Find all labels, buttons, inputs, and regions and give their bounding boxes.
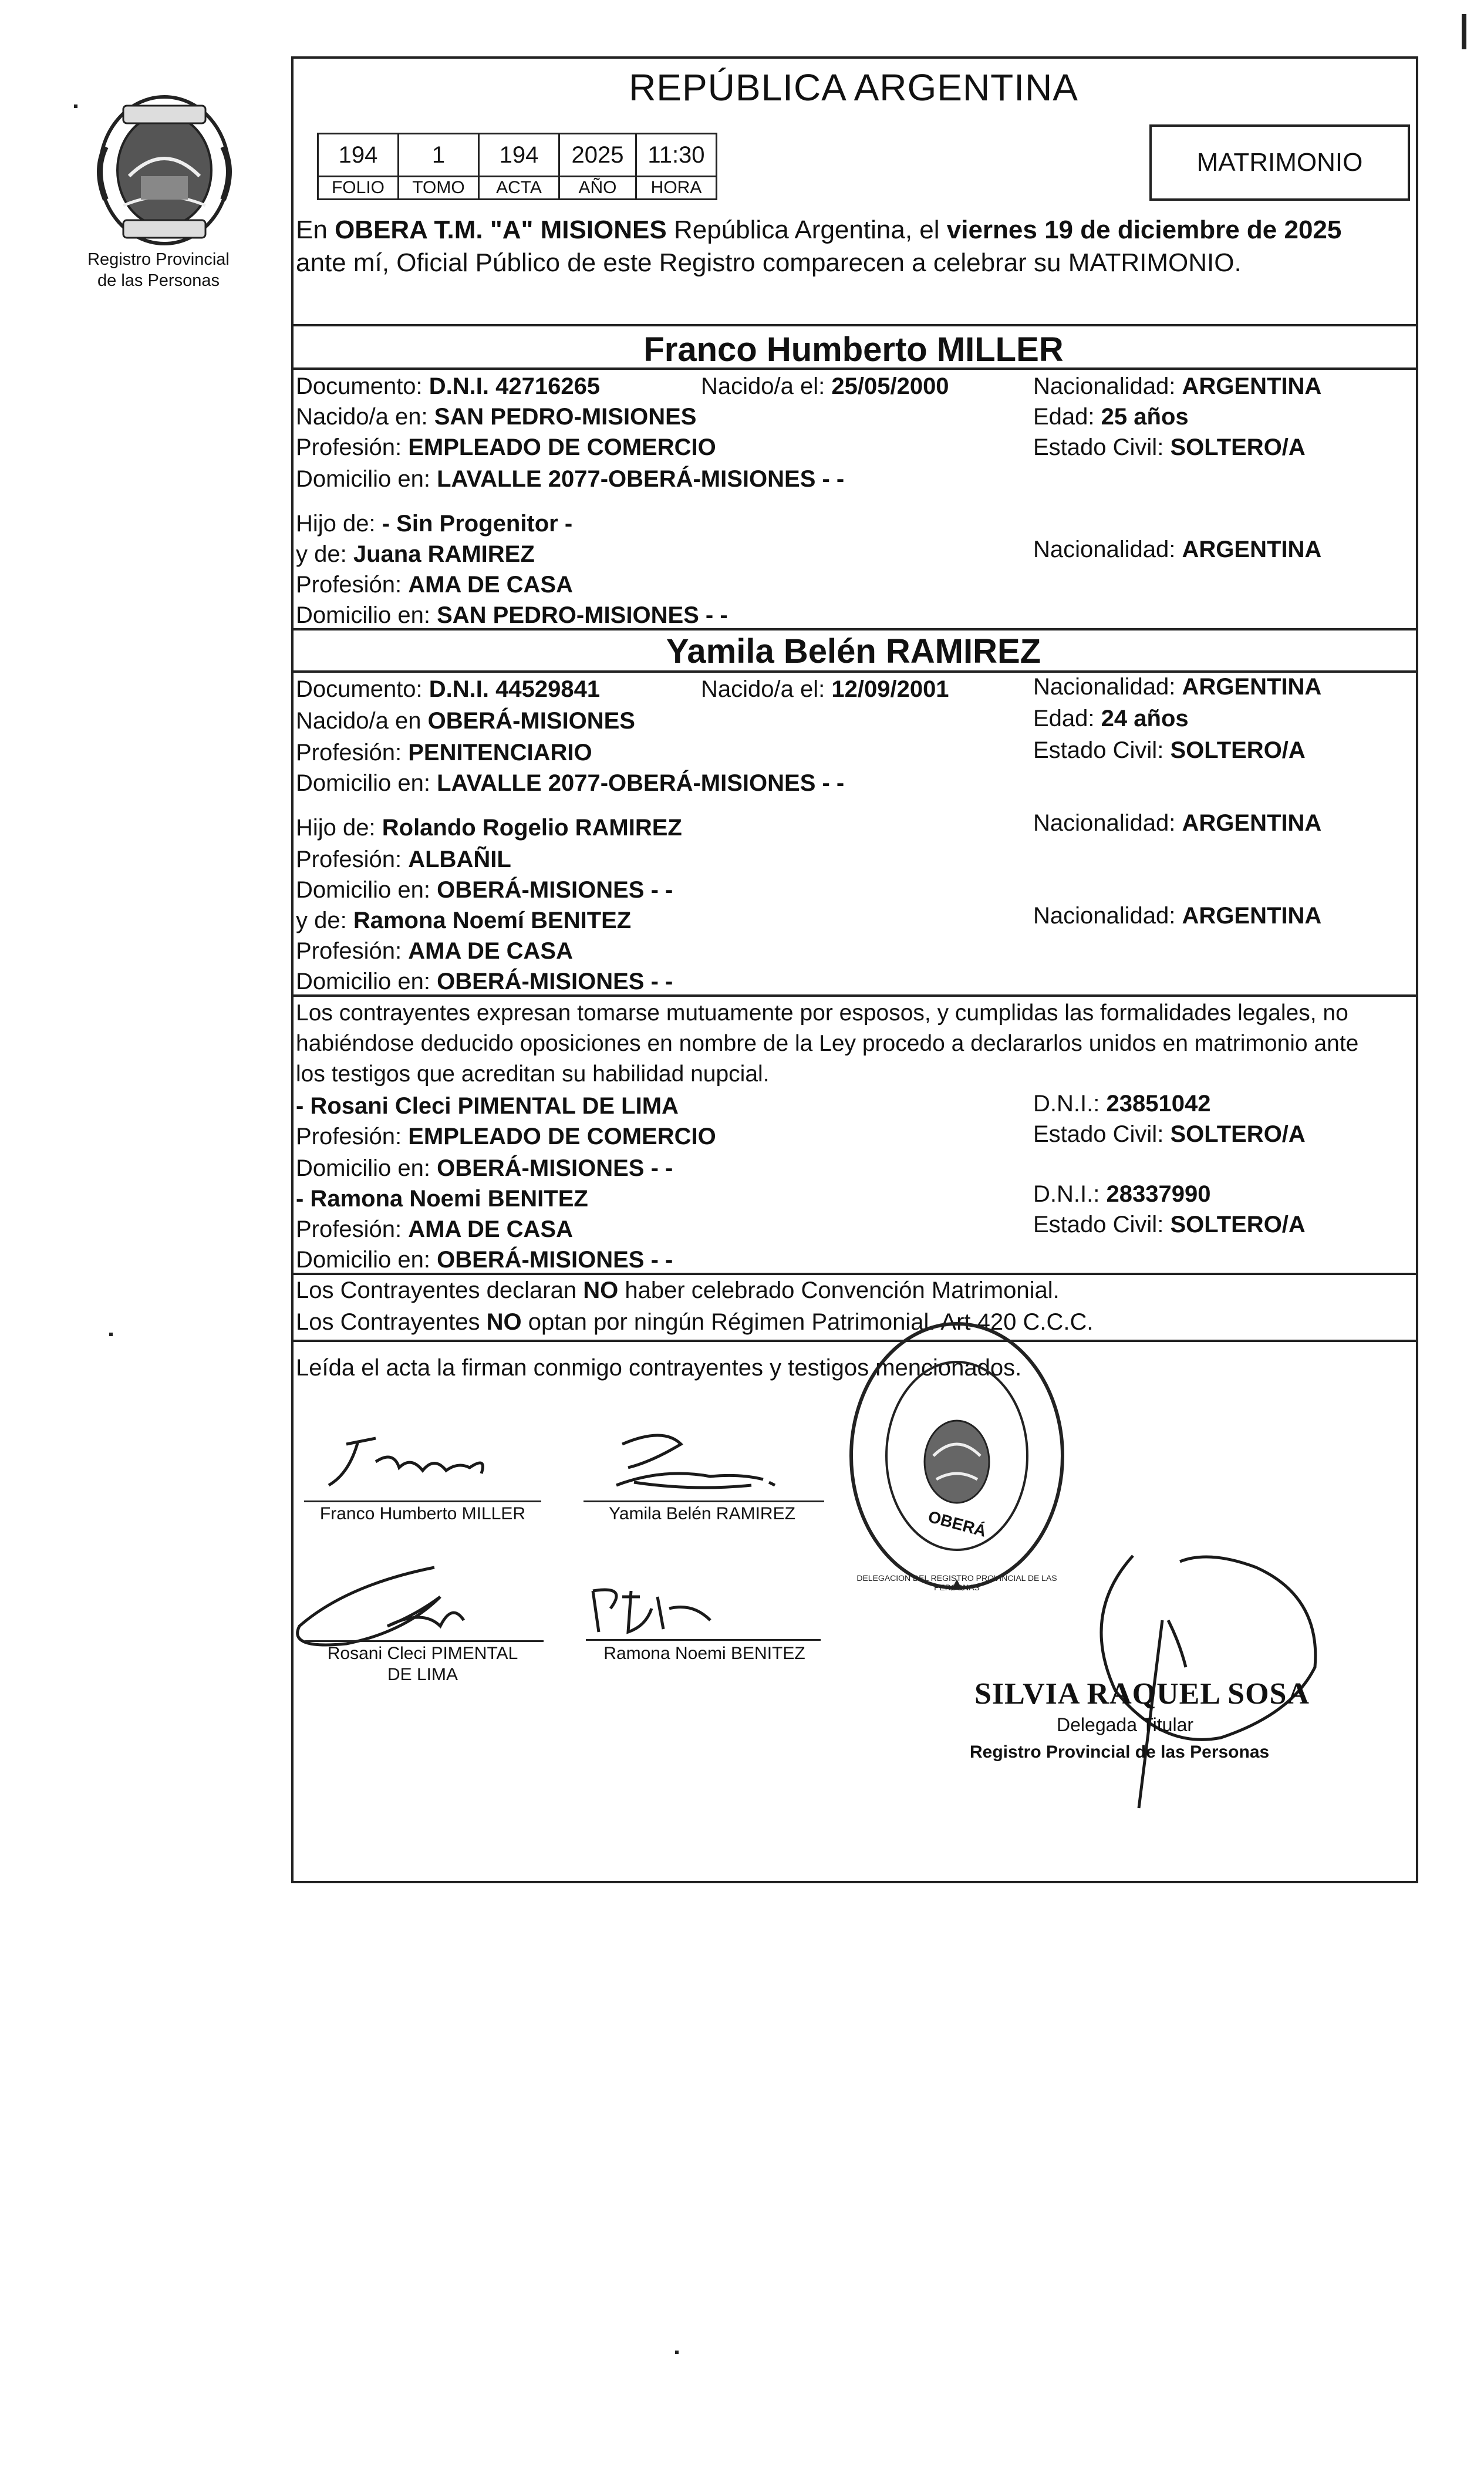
spouse2-doc: Documento: D.N.I. 44529841 [296, 676, 601, 702]
signature-line [586, 1639, 821, 1641]
witness1-civil: Estado Civil: SOLTERO/A [1033, 1121, 1306, 1147]
scan-mark [74, 104, 77, 108]
tomo-value: 1 [399, 134, 479, 177]
witness2-domicile: Domicilio en: OBERÁ-MISIONES - - [296, 1247, 673, 1273]
tomo-label: TOMO [399, 177, 479, 200]
delegation-stamp-icon [839, 1315, 1074, 1597]
intro-en: En [296, 215, 328, 244]
spouse1-domicile: Domicilio en: LAVALLE 2077-OBERÁ-MISIONES - - [296, 466, 845, 492]
signature-label-pimental-2: DE LIMA [387, 1665, 458, 1684]
spouse2-parent1-nationality: Nacionalidad: ARGENTINA [1033, 810, 1322, 836]
official-name: SILVIA RAQUEL SOSA [974, 1677, 1310, 1711]
spouse1-profession: Profesión: EMPLEADO DE COMERCIO [296, 434, 716, 460]
spouse2-name: Yamila Belén RAMIREZ [666, 632, 1041, 670]
intro-line-2: ante mí, Oficial Público de este Registro comparecen a celebrar su MATRIMONIO. [296, 248, 1242, 277]
witness1-profession: Profesión: EMPLEADO DE COMERCIO [296, 1124, 716, 1149]
spouse2-born-in: Nacido/a en OBERÁ-MISIONES [296, 708, 635, 734]
signature-benitez [575, 1573, 822, 1650]
signature-official [1045, 1526, 1350, 1820]
signature-label-ramirez: Yamila Belén RAMIREZ [609, 1504, 795, 1523]
stamp-city: OBERÁ [926, 1507, 989, 1540]
spouse2-age: Edad: 24 años [1033, 706, 1189, 731]
divider [291, 324, 1416, 326]
scan-mark [109, 1333, 113, 1336]
spouse1-age: Edad: 25 años [1033, 404, 1189, 430]
signature-label-pimental-1: Rosani Cleci PIMENTAL [327, 1644, 518, 1663]
spouse2-nationality: Nacionalidad: ARGENTINA [1033, 674, 1322, 700]
closing-text: Leída el acta la firman conmigo contrayentes y testigos mencionados. [296, 1355, 1022, 1381]
signature-line [305, 1640, 544, 1642]
acta-value: 194 [479, 134, 559, 177]
spouse2-civil: Estado Civil: SOLTERO/A [1033, 737, 1306, 763]
signature-miller [294, 1421, 564, 1509]
convention-line-2: Los Contrayentes NO optan por ningún Régimen Patrimonial. Art 420 C.C.C. [296, 1309, 1094, 1335]
spouse2-parent2-profession: Profesión: AMA DE CASA [296, 938, 573, 964]
spouse2-profession: Profesión: PENITENCIARIO [296, 740, 592, 766]
declaration-line-3: los testigos que acreditan su habilidad nupcial. [296, 1061, 770, 1087]
signature-line [584, 1500, 824, 1502]
acta-label: ACTA [479, 177, 559, 200]
page-title: REPÚBLICA ARGENTINA [629, 66, 1078, 109]
spouse1-parent2: y de: Juana RAMIREZ [296, 541, 535, 567]
witness2-name: - Ramona Noemi BENITEZ [296, 1186, 588, 1212]
witness1-domicile: Domicilio en: OBERÁ-MISIONES - - [296, 1155, 673, 1181]
scan-mark [1462, 14, 1466, 49]
ano-label: AÑO [559, 177, 636, 200]
spouse1-born-in: Nacido/a en: SAN PEDRO-MISIONES [296, 404, 697, 430]
divider [291, 628, 1416, 630]
intro-country: República Argentina, el [673, 215, 940, 244]
signature-line [304, 1500, 541, 1502]
witness1-name: - Rosani Cleci PIMENTAL DE LIMA [296, 1093, 679, 1119]
spouse2-parent2: y de: Ramona Noemí BENITEZ [296, 908, 632, 933]
logo-caption-2: de las Personas [97, 271, 220, 290]
registry-table [317, 133, 717, 200]
witness1-dni: D.N.I.: 23851042 [1033, 1091, 1211, 1117]
stamp-text: DELEGACION DEL REGISTRO PROVINCIAL DE LAS PERSONAS [856, 1573, 1057, 1592]
province-logo [88, 88, 241, 252]
convention-line-1: Los Contrayentes declaran NO haber celebrado Convención Matrimonial. [296, 1277, 1060, 1303]
divider [291, 994, 1416, 997]
spouse1-civil: Estado Civil: SOLTERO/A [1033, 434, 1306, 460]
spouse1-parent2-profession: Profesión: AMA DE CASA [296, 572, 573, 598]
divider [291, 367, 1416, 370]
spouse2-born-on: Nacido/a el: 12/09/2001 [701, 676, 949, 702]
folio-value: 194 [318, 134, 399, 177]
intro-line-1 [296, 214, 1341, 247]
spouse2-parent1: Hijo de: Rolando Rogelio RAMIREZ [296, 815, 682, 841]
spouse1-born-on: Nacido/a el: 25/05/2000 [701, 373, 949, 399]
misiones-emblem-icon [88, 88, 241, 252]
declaration-line-2: habiéndose deducido oposiciones en nombre de la Ley procedo a declararlos unidos en matrimonio ante [296, 1031, 1359, 1056]
spouse1-nationality: Nacionalidad: ARGENTINA [1033, 373, 1322, 399]
official-role: Delegada Titular [1057, 1714, 1194, 1735]
spouse2-parent2-domicile: Domicilio en: OBERÁ-MISIONES - - [296, 969, 673, 994]
spouse1-parent2-nationality: Nacionalidad: ARGENTINA [1033, 537, 1322, 562]
logo-caption-1: Registro Provincial [87, 250, 230, 269]
ano-value: 2025 [559, 134, 636, 177]
hora-value: 11:30 [636, 134, 717, 177]
spouse2-parent2-nationality: Nacionalidad: ARGENTINA [1033, 903, 1322, 929]
hora-label: HORA [636, 177, 717, 200]
spouse1-parent1: Hijo de: - Sin Progenitor - [296, 511, 573, 537]
witness2-profession: Profesión: AMA DE CASA [296, 1216, 573, 1242]
official-office: Registro Provincial de las Personas [970, 1742, 1270, 1762]
intro-date: viernes 19 de diciembre de 2025 [946, 215, 1342, 244]
spouse1-parent2-domicile: Domicilio en: SAN PEDRO-MISIONES - - [296, 602, 728, 628]
official-stamp [839, 1315, 1074, 1597]
spouse2-domicile: Domicilio en: LAVALLE 2077-OBERÁ-MISIONES - - [296, 770, 845, 796]
witness2-civil: Estado Civil: SOLTERO/A [1033, 1212, 1306, 1238]
spouse1-name: Franco Humberto MILLER [643, 331, 1064, 369]
signature-ramirez [575, 1427, 822, 1509]
folio-label: FOLIO [318, 177, 399, 200]
declaration-line-1: Los contrayentes expresan tomarse mutuamente por esposos, y cumplidas las formalidades legales, no [296, 1000, 1348, 1026]
spouse1-doc: Documento: D.N.I. 42716265 [296, 373, 601, 399]
signature-label-miller: Franco Humberto MILLER [319, 1504, 526, 1523]
spouse2-parent1-profession: Profesión: ALBAÑIL [296, 847, 511, 872]
witness2-dni: D.N.I.: 28337990 [1033, 1181, 1211, 1207]
signature-label-benitez: Ramona Noemi BENITEZ [603, 1644, 805, 1663]
spouse2-parent1-domicile: Domicilio en: OBERÁ-MISIONES - - [296, 877, 673, 903]
intro-place: OBERA T.M. "A" MISIONES [335, 215, 667, 244]
scan-mark [675, 2351, 679, 2354]
act-type-box: MATRIMONIO [1149, 124, 1410, 201]
